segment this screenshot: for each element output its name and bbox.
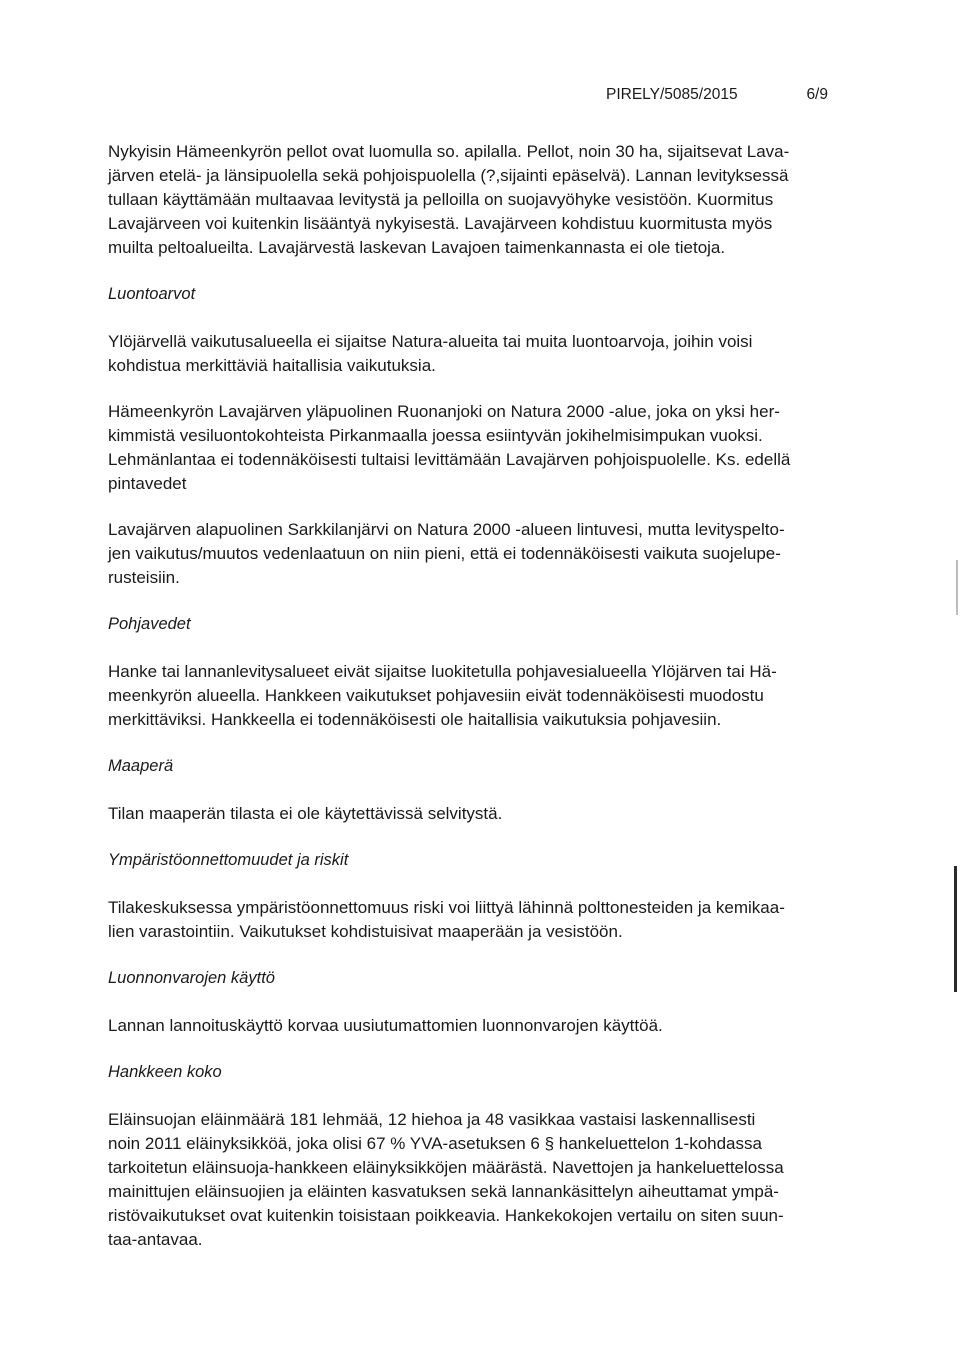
paragraph-hankkeen-koko: Eläinsuojan eläinmäärä 181 lehmää, 12 hiehoa ja 48 vasikkaa vastaisi laskennallisesti noin 2011 eläinyksikköä, joka olisi 67 % YVA-asetuksen 6 § hankeluettelon 1-kohdassa tarkoitetun eläinsuoja-hankkeen eläinyksikköjen määrästä. Navettojen ja hankeluettelossa mainittujen eläinsuojien ja eläinten kasvatuksen sekä lannankäsittelyn aiheuttamat ympä- ristövaikutukset ovat kuitenkin toisistaan poikkeavia. Hankekokojen vertailu on siten suun- taa-antavaa. xyxy=(108,1110,784,1249)
paragraph-intro: Nykyisin Hämeenkyrön pellot ovat luomulla so. apilalla. Pellot, noin 30 ha, sijaitsevat Lava- järven etelä- ja länsipuolella sekä pohjoispuolella (?,sijainti epäselvä). Lannan levityksessä tullaan käyttämään multaavaa levitystä ja pelloilla on suojavyöhyke vesistöön. Kuormitus Lavajärveen voi kuitenkin lisääntyä nykyisestä. Lavajärveen kohdistuu kuormitusta myös muilta peltoalueilta. Lavajärvestä laskevan Lavajoen taimenkannasta ei ole tietoja. xyxy=(108,142,790,257)
page-header xyxy=(606,86,828,104)
section-heading-pohjavedet: Pohjavedet xyxy=(108,615,191,633)
page-number: 6/9 xyxy=(806,86,828,103)
section-heading-maapera: Maaperä xyxy=(108,757,174,775)
section-heading-ymparistoonnettomuudet: Ympäristöonnettomuudet ja riskit xyxy=(108,851,349,869)
paragraph-maapera: Tilan maaperän tilasta ei ole käytettävissä selvitystä. xyxy=(108,804,503,823)
paragraph-ruonanjoki: Hämeenkyrön Lavajärven yläpuolinen Ruonanjoki on Natura 2000 -alue, joka on yksi her- kimmistä vesiluontokohteista Pirkanmaalla joessa esiintyvän jokihelmisimpukan vuoksi. Lehmänlantaa ei todennäköisesti tultaisi levittämään Lavajärven pohjoispuolelle. Ks. edellä pintavedet xyxy=(108,402,791,493)
section-heading-luonnonvarojen-kaytto: Luonnonvarojen käyttö xyxy=(108,969,275,987)
document-body xyxy=(108,140,838,1252)
paragraph-pohjavedet: Hanke tai lannanlevitysalueet eivät sijaitse luokitetulla pohjavesialueella Ylöjärven tai Hä- meenkyrön alueella. Hankkeen vaikutukset pohjavesiin eivät todennäköisesti muodostu merkittäviksi. Hankkeella ei todennäköisesti ole haitallisia vaikutuksia pohjavesiin. xyxy=(108,662,777,729)
paragraph-ymparistoonnettomuudet: Tilakeskuksessa ympäristöonnettomuus riski voi liittyä lähinnä polttonesteiden ja kemikaa- lien varastointiin. Vaikutukset kohdistuisivat maaperään ja vesistöön. xyxy=(108,898,785,941)
document-reference: PIRELY/5085/2015 xyxy=(606,86,738,103)
paragraph-natura-ylojarvi: Ylöjärvellä vaikutusalueella ei sijaitse Natura-alueita tai muita luontoarvoja, joihin voisi kohdistua merkittäviä haitallisia vaikutuksia. xyxy=(108,332,753,375)
paragraph-luonnonvarojen-kaytto: Lannan lannoituskäyttö korvaa uusiutumattomien luonnonvarojen käyttöä. xyxy=(108,1016,663,1035)
section-heading-hankkeen-koko: Hankkeen koko xyxy=(108,1063,222,1081)
section-heading-luontoarvot: Luontoarvot xyxy=(108,285,196,303)
scan-edge-mark xyxy=(954,866,957,992)
paragraph-sarkkilanjarvi: Lavajärven alapuolinen Sarkkilanjärvi on Natura 2000 -alueen lintuvesi, mutta levityspelto- jen vaikutus/muutos vedenlaatuun on niin pieni, että ei todennäköisesti vaikuta suojelupe- rusteisiin. xyxy=(108,520,785,587)
scan-edge-mark xyxy=(956,560,958,615)
